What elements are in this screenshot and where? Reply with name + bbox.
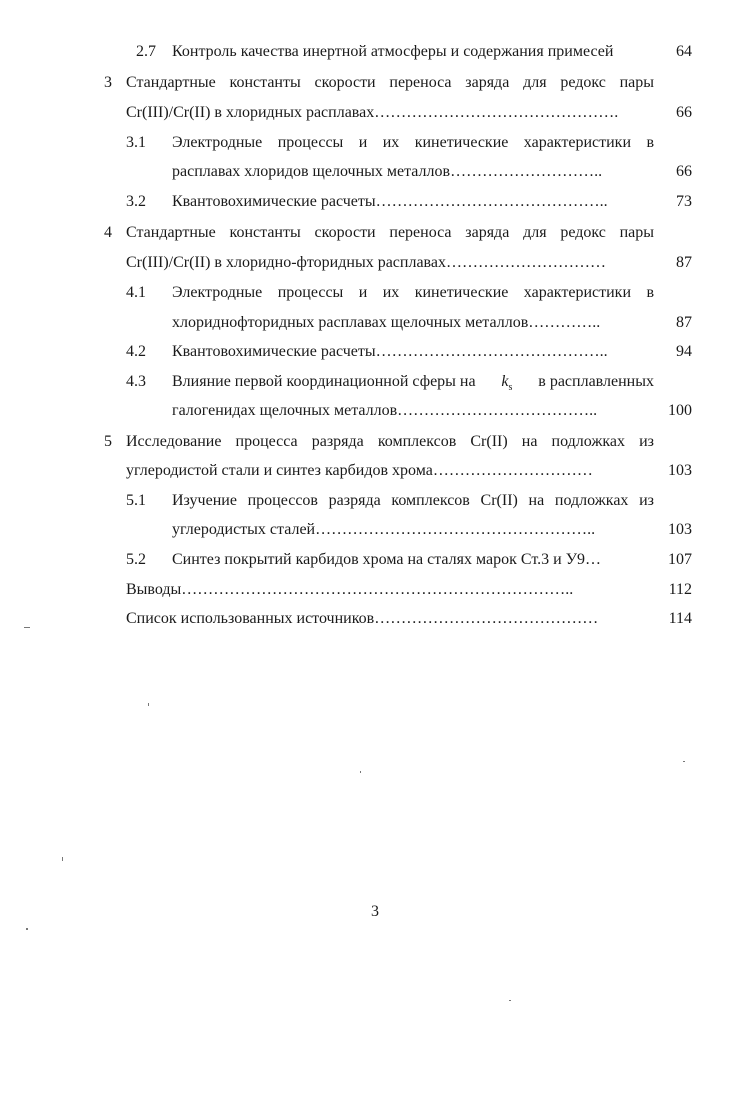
scan-speck (683, 761, 685, 762)
scan-speck (62, 857, 63, 861)
toc-number: 4.1 (126, 284, 146, 301)
toc-entry-5-2 (126, 545, 692, 575)
toc-page: 66 (676, 104, 692, 121)
toc-page: 64 (676, 43, 692, 60)
toc-title-line2: расплавах хлоридов щелочных металлов……………………….. (172, 163, 603, 180)
scan-speck (24, 627, 30, 628)
scan-speck (509, 1000, 511, 1001)
toc-entry-4-1-cont (172, 308, 692, 338)
toc-entry-3-1-cont (172, 157, 692, 187)
toc-number: 3 (104, 74, 112, 91)
toc-page: 112 (668, 581, 692, 598)
toc-page: 87 (676, 314, 692, 331)
toc-number: 5.2 (126, 551, 146, 568)
scan-speck (26, 928, 28, 930)
toc-entry-4 (104, 218, 692, 248)
toc-entry-3-2 (126, 187, 692, 217)
toc-number: 5 (104, 433, 112, 450)
toc-number: 4.2 (126, 343, 146, 360)
toc-entry-references (126, 604, 692, 634)
toc-entry-5-cont (126, 456, 692, 486)
scan-speck (148, 703, 149, 706)
toc-title-line1: Изучение процессов разряда комплексов Cr(II) на подложках из (172, 492, 654, 509)
toc-entry-4-3-cont (172, 396, 692, 426)
toc-title-line1: Исследование процесса разряда комплексов Cr(II) на подложках из (126, 433, 654, 450)
toc-number: 5.1 (126, 492, 146, 509)
k-subscript: s (508, 382, 513, 394)
toc-title-line2: углеродистой стали и синтез карбидов хрома………………………… (126, 462, 593, 479)
toc-title: Квантовохимические расчеты…………………………………….. (172, 193, 608, 210)
scan-speck (360, 771, 361, 773)
toc-title: Выводы……………………………………………………………….. (126, 581, 574, 598)
toc-entry-5-1-cont (172, 515, 692, 545)
toc-page: 94 (676, 343, 692, 360)
toc-entry-4-1 (126, 278, 692, 308)
toc-page: 103 (668, 462, 692, 479)
toc-number: 4.3 (126, 373, 146, 390)
toc-title-line1: Стандартные константы скорости переноса заряда для редокс пары (126, 74, 654, 91)
toc-title-line2: углеродистых сталей…………………………………………….. (172, 521, 596, 538)
toc-title-line2: Cr(III)/Cr(II) в хлоридных расплавах………………………………………. (126, 104, 619, 121)
toc-title-line2: хлориднофторидных расплавах щелочных металлов………….. (172, 314, 601, 331)
toc-title-line1: Электродные процессы и их кинетические характеристики в (172, 284, 654, 301)
k-symbol: k (501, 373, 509, 390)
toc-title: Список использованных источников…………………………………… (126, 610, 599, 627)
toc-title: Контроль качества инертной атмосферы и содержания примесей (172, 43, 614, 60)
toc-page: 114 (668, 610, 692, 627)
toc-page: 107 (668, 551, 692, 568)
toc-title-part-b: в расплавленных (538, 373, 654, 390)
toc-page: 87 (676, 254, 692, 271)
page-number: 3 (371, 903, 379, 920)
toc-entry-2-7 (136, 37, 692, 67)
toc-title-line1: Электродные процессы и их кинетические характеристики в (172, 134, 654, 151)
toc-title-line1: Стандартные константы скорости переноса заряда для редокс пары (126, 224, 654, 241)
toc-title: Синтез покрытий карбидов хрома на сталях марок Ст.3 и У9… (172, 551, 602, 568)
toc-page: 103 (668, 521, 692, 538)
toc-entry-3-cont (126, 98, 692, 128)
toc-entry-5-1 (126, 486, 692, 516)
toc-title-line2: галогенидах щелочных металлов……………………………….. (172, 402, 598, 419)
toc-entry-5 (104, 427, 692, 457)
toc-page: 73 (676, 193, 692, 210)
toc-page: 66 (676, 163, 692, 180)
toc-entry-4-3 (126, 367, 692, 397)
toc-entry-4-2 (126, 337, 692, 367)
toc-title: Квантовохимические расчеты…………………………………….. (172, 343, 608, 360)
toc-number: 3.2 (126, 193, 146, 210)
toc-title-line2: Cr(III)/Cr(II) в хлоридно-фторидных расплавах………………………… (126, 254, 606, 271)
toc-page: 100 (668, 402, 692, 419)
toc-number: 2.7 (136, 43, 156, 60)
toc-entry-4-cont (126, 248, 692, 278)
toc-number: 3.1 (126, 134, 146, 151)
toc-entry-3-1 (126, 128, 692, 158)
toc-title-part-a: Влияние первой координационной сферы на (172, 373, 476, 390)
toc-entry-conclusions (126, 575, 692, 605)
toc-number: 4 (104, 224, 112, 241)
toc-entry-3 (104, 68, 692, 98)
